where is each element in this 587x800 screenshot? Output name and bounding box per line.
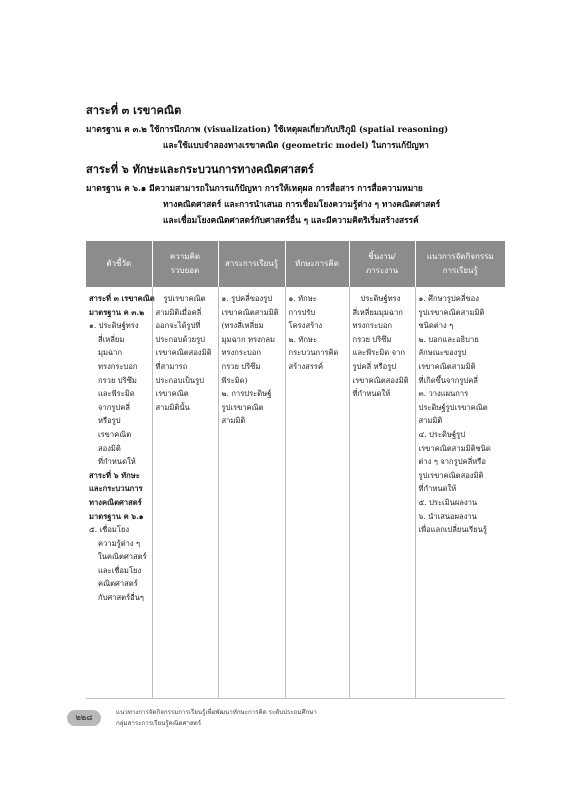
learning-plan-table <box>86 241 505 699</box>
header-indicator: ตัวชี้วัด <box>86 241 152 287</box>
header-concept: ความคิด รวบยอด <box>152 241 218 287</box>
footer-line: แนวทางการจัดกิจกรรมการเรียนรู้เพื่อพัฒนาทักษะการคิด ระดับประถมศึกษา <box>116 709 317 716</box>
section3-standard-label: มาตรฐาน ค ๓.๒ <box>86 124 147 134</box>
section3-standard-line: และใช้แบบจำลองทางเรขาคณิต (geometric model) ในการแก้ปัญหา <box>163 140 429 150</box>
cell-content: ๑. รูปคลี่ของรูป เรขาคณิตสามมิติ (ทรงสี่เหลี่ยม มุมฉาก ทรงกลม ทรงกระบอก กรวย ปริซึม พีระมิด) ๒. การประดิษฐ์ รูปเรขาคณิต สามมิติ <box>218 287 285 699</box>
table-header-row <box>86 241 505 287</box>
header-task: ชิ้นงาน/ ภาระงาน <box>349 241 415 287</box>
page-number: ๒๒๘ <box>67 710 101 726</box>
section6-standard-line: ทางคณิตศาสตร์ และการนำเสนอ การเชื่อมโยงความรู้ต่าง ๆ ทางคณิตศาสตร์ <box>163 199 441 209</box>
section6-standard-line: และเชื่อมโยงคณิตศาสตร์กับศาสตร์อื่น ๆ และมีความคิดริเริ่มสร้างสรรค์ <box>163 215 419 225</box>
section6-standard-label: มาตรฐาน ค ๖.๑ <box>86 183 147 193</box>
section6-heading: สาระที่ ๖ ทักษะและกระบวนการทางคณิตศาสตร์ <box>86 163 314 176</box>
header-activity: แนวการจัดกิจกรรม การเรียนรู้ <box>415 241 505 287</box>
table-row <box>86 287 505 699</box>
cell-activity: ๑. ศึกษารูปคลี่ของ รูปเรขาคณิตสามมิติ ชนิดต่าง ๆ ๒. บอกและอธิบาย ลักษณะของรูป เรขาคณิตสามมิติ ที่เกิดขึ้นจากรูปคลี่ ๓. วางแผนการ ประดิษฐ์รูปเรขาคณิต สามมิติ ๔. ประดิษฐ์รูป เรขาคณิตสามมิติชนิด ต่าง ๆ จากรูปคลี่หรือ รูปเรขาคณิตสองมิติ ที่กำหนดให้ ๕. ประเมินผลงาน ๖. นำเสนอผลงาน เพื่อแลกเปลี่ยนเรียนรู้ <box>415 287 505 699</box>
header-thinking-skill: ทักษะการคิด <box>285 241 349 287</box>
section3-standard-line: ใช้การนึกภาพ (visualization) ใช้เหตุผลเกี่ยวกับปริภูมิ (spatial reasoning) <box>149 124 449 134</box>
cell-indicator: สาระที่ ๓ เรขาคณิต มาตรฐาน ค ๓.๒ ๑. ประดิษฐ์ทรง สี่เหลี่ยม มุมฉาก ทรงกระบอก กรวย ปริซึม และพีระมิด จากรูปคลี่ หรือรูป เรขาคณิต สองมิติ ที่กำหนดให้ สาระที่ ๖ ทักษะ และกระบวนการ ทางคณิตศาสตร์ มาตรฐาน ค ๖.๑ ๕. เชื่อมโยง ความรู้ต่าง ๆ ในคณิตศาสตร์ และเชื่อมโยง คณิตศาสตร์ กับศาสตร์อื่นๆ <box>86 287 152 699</box>
footer-line: กลุ่มสาระการเรียนรู้คณิตศาสตร์ <box>116 720 202 727</box>
cell-concept: รูปเรขาคณิต สามมิติเมื่อคลี่ ออกจะได้รูปที่ ประกอบด้วยรูป เรขาคณิตสองมิติ ที่สามารถ ประกอบเป็นรูป เรขาคณิต สามมิตินั้น <box>152 287 218 699</box>
section3-standard <box>86 121 506 153</box>
footer-text <box>116 707 317 729</box>
section6-standard <box>86 180 506 228</box>
section3-heading: สาระที่ ๓ เรขาคณิต <box>86 104 182 117</box>
cell-thinking-skill: ๑. ทักษะ การปรับ โครงสร้าง ๒. ทักษะ กระบวนการคิด สร้างสรรค์ <box>285 287 349 699</box>
cell-task: ประดิษฐ์ทรง สี่เหลี่ยมมุมฉาก ทรงกระบอก กรวย ปริซึม และพีระมิด จาก รูปคลี่ หรือรูป เรขาคณิตสองมิติ ที่กำหนดให้ <box>349 287 415 699</box>
header-content: สาระการเรียนรู้ <box>218 241 285 287</box>
section6-standard-line: มีความสามารถในการแก้ปัญหา การให้เหตุผล การสื่อสาร การสื่อความหมาย <box>149 183 423 193</box>
